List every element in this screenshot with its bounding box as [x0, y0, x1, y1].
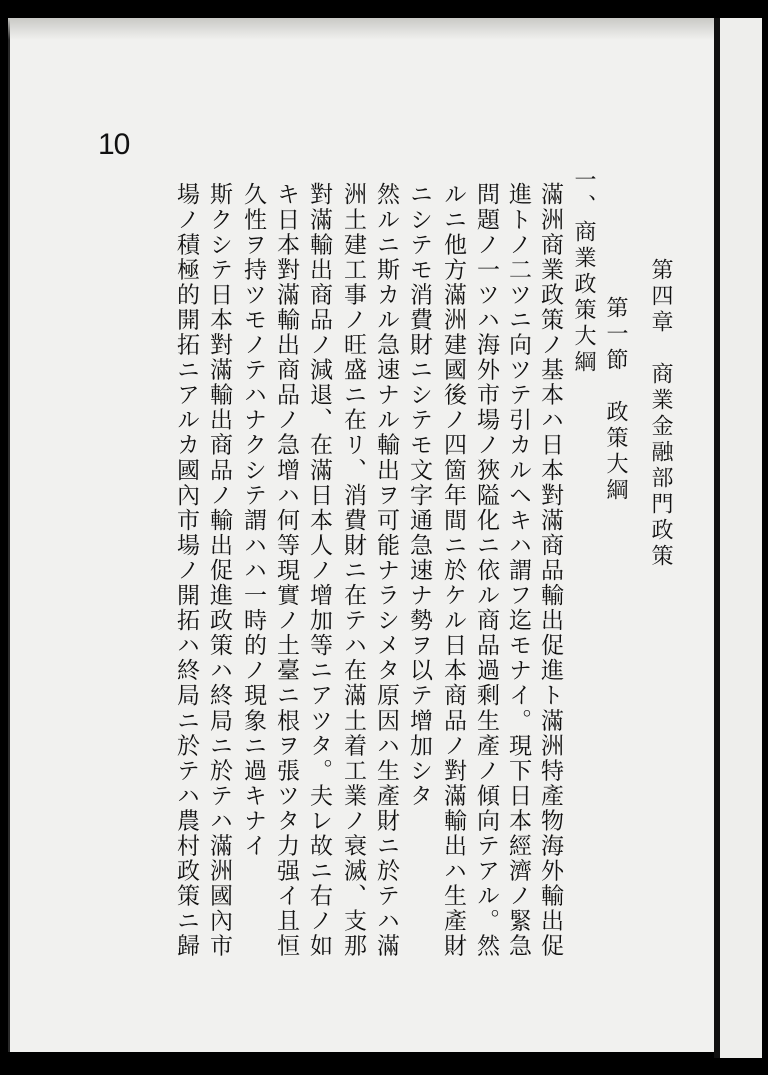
- body-column-9: キ日本對滿輸出商品ノ急增ハ何等現實ノ土臺ニ根ヲ張ツタ力强イ且恒: [273, 182, 299, 959]
- body-column-12: 場ノ積極的開拓ニアルカ國內市場ノ開拓ハ終局ニ於テハ農村政策ニ歸: [173, 182, 199, 959]
- section-title: 第一節 政策大綱: [603, 296, 628, 504]
- body-column-7: 洲土建工事ノ旺盛ニ在リ、消費財ニ在テハ在滿土着工業ノ衰滅、支那: [340, 182, 366, 959]
- page-number: 10: [98, 128, 130, 161]
- scan-shadow: [8, 18, 714, 40]
- body-column-6: 然ルニ斯カル急速ナル輸出ヲ可能ナラシメタ原因ハ生產財ニ於テハ滿: [373, 182, 399, 959]
- body-column-11: 斯クシテ日本對滿輸出商品ノ輸出促進政策ハ終局ニ於テハ滿洲國內市: [206, 182, 232, 959]
- adjacent-page-edge: [720, 18, 762, 1058]
- body-column-10: 久性ヲ持ツモノテハナクシテ謂ハハ一時的ノ現象ニ過キナイ: [240, 182, 266, 859]
- body-column-3: 問題ノ一ツハ海外市場ノ狹隘化ニ依ル商品過剩生產ノ傾向テアル。然: [473, 182, 499, 959]
- body-column-5: ニシテモ消費財ニシテモ文字通急速ナ勢ヲ以テ增加シタ: [406, 182, 432, 809]
- subsection-title: 一、商業政策大綱: [571, 168, 596, 376]
- body-column-8: 對滿輸出商品ノ減退、在滿日本人ノ增加等ニアツタ。夫レ故ニ右ノ如: [306, 182, 332, 959]
- body-column-2: 進トノ二ツニ向ツテ引カルヘキハ謂フ迄モナイ。現下日本經濟ノ緊急: [505, 182, 531, 959]
- body-column-1: 滿洲商業政策ノ基本ハ日本對滿商品輸出促進ト滿洲特產物海外輸出促: [537, 182, 563, 959]
- body-column-4: ルニ他方滿洲建國後ノ四箇年間ニ於ケル日本商品ノ對滿輸出ハ生產財: [440, 182, 466, 959]
- chapter-title: 第四章 商業金融部門政策: [648, 258, 673, 570]
